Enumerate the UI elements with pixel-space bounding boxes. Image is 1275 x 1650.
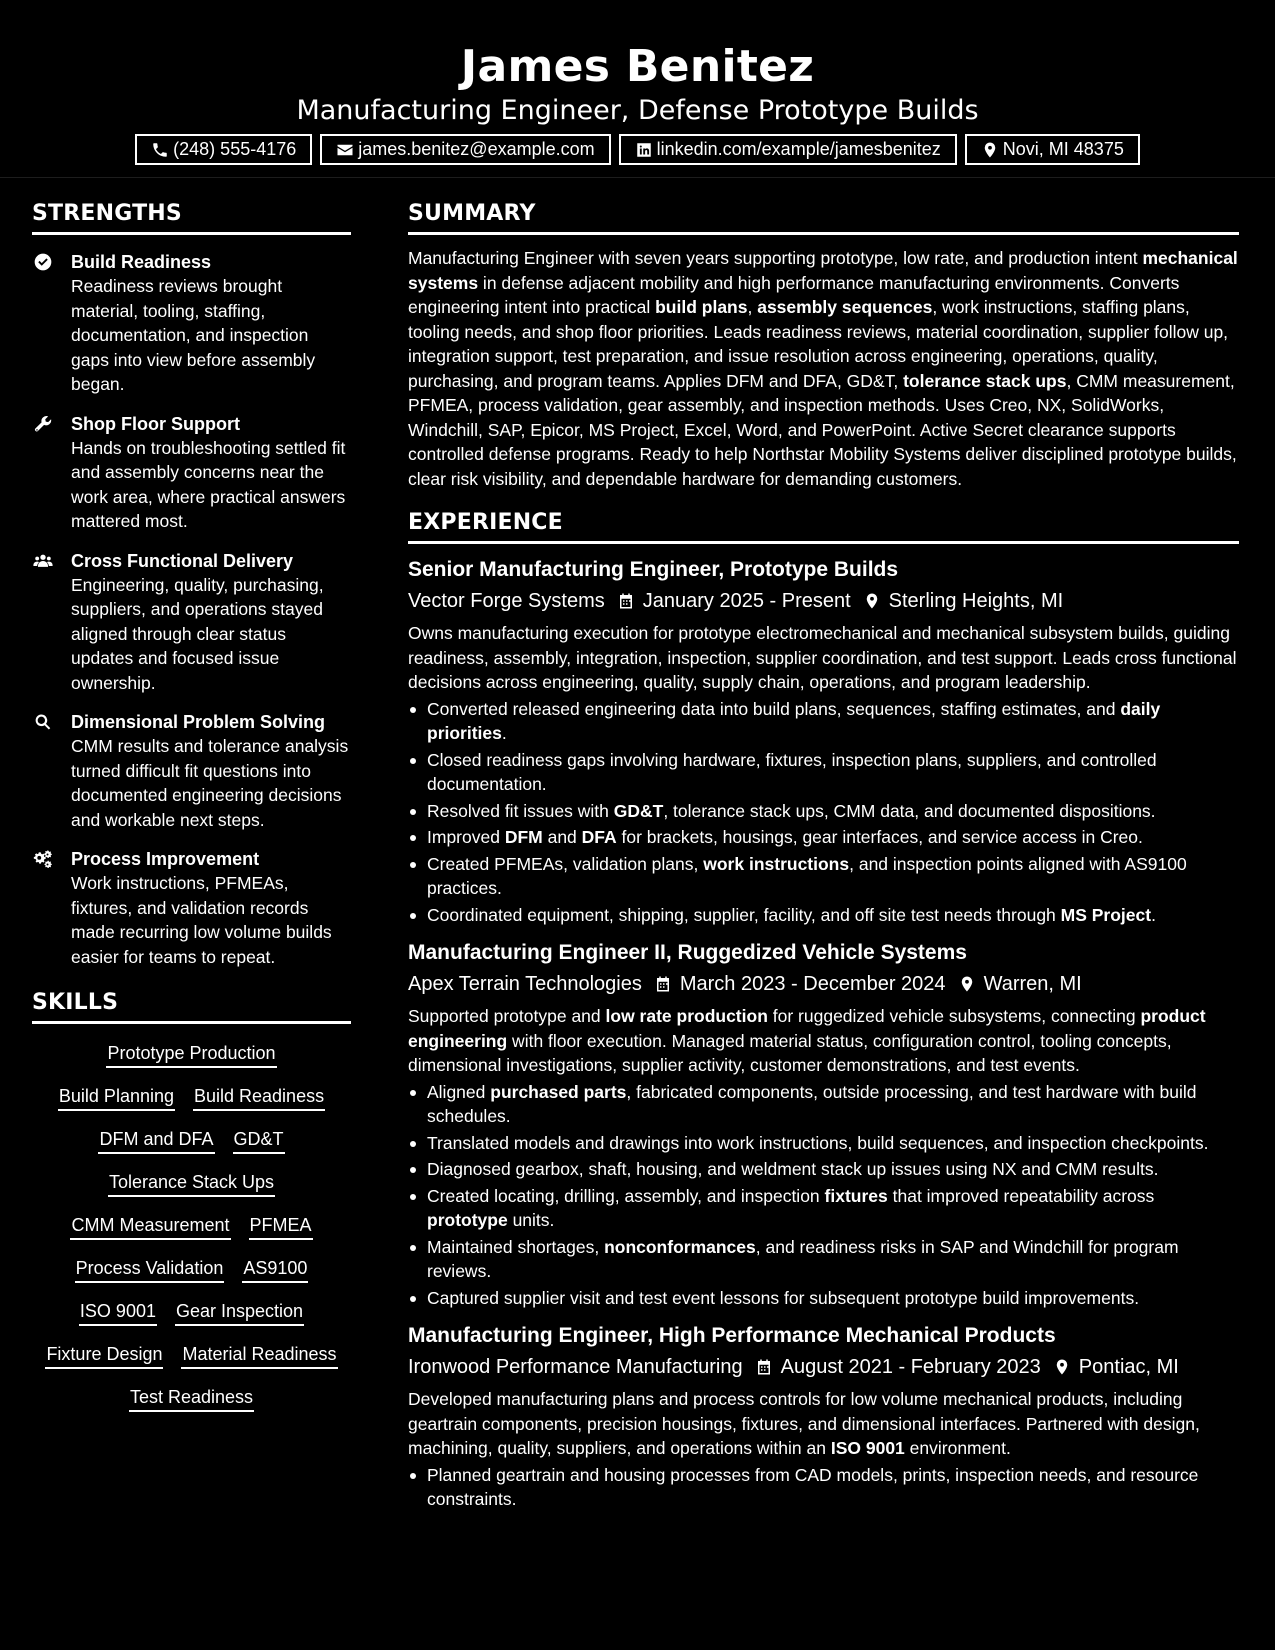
skill-tag: ISO 9001	[79, 1298, 157, 1326]
strength-desc: CMM results and tolerance analysis turned difficult fit questions into documented engineering decisions and workable next steps.	[71, 736, 349, 830]
skill-row	[38, 1341, 345, 1369]
job-entry	[408, 556, 1239, 927]
bold-keyword: low rate production	[605, 1006, 768, 1026]
text-segment: for brackets, housings, gear interfaces, and service access in Creo.	[616, 827, 1143, 847]
job-description	[408, 621, 1239, 695]
resume-header	[0, 0, 1275, 178]
experience-heading: EXPERIENCE	[408, 509, 1239, 544]
job-entry	[408, 1322, 1239, 1512]
job-bullet	[408, 1080, 1239, 1129]
skill-row	[38, 1169, 345, 1197]
job-location: Sterling Heights, MI	[888, 590, 1064, 612]
text-segment: , tolerance stack ups, CMM data, and documented dispositions.	[663, 800, 1156, 821]
job-title: Manufacturing Engineer II, Ruggedized Vehicle Systems	[408, 941, 967, 964]
contact-email[interactable]	[320, 134, 610, 165]
map-pin-icon	[863, 591, 881, 611]
contact-phone[interactable]	[135, 134, 312, 165]
bold-keyword: assembly sequences	[757, 297, 933, 317]
skill-tag: Fixture Design	[45, 1341, 163, 1369]
skill-tag: GD&T	[233, 1126, 285, 1154]
text-segment: Planned geartrain and housing processes from CAD models, prints, inspection needs, and resource constraints.	[427, 1464, 1199, 1509]
job-bullets	[408, 697, 1239, 928]
experience-list	[408, 556, 1239, 1512]
job-bullet	[408, 1131, 1239, 1156]
job-location: Warren, MI	[983, 973, 1082, 995]
contact-bar	[0, 134, 1275, 165]
job-bullet	[408, 748, 1239, 797]
bold-keyword: GD&T	[613, 800, 664, 821]
skill-tag: Build Readiness	[193, 1083, 325, 1111]
skill-row	[38, 1126, 345, 1154]
skill-row	[38, 1212, 345, 1240]
skill-tag: Tolerance Stack Ups	[108, 1169, 275, 1197]
skills-heading: SKILLS	[32, 989, 351, 1024]
bold-keyword: mechanical systems	[408, 248, 1238, 293]
skill-tag: DFM and DFA	[98, 1126, 214, 1154]
job-bullets	[408, 1080, 1239, 1311]
calendar-icon	[654, 974, 672, 994]
strength-name: Dimensional Problem Solving	[71, 712, 326, 732]
skill-row	[38, 1083, 345, 1111]
text-segment: environment.	[904, 1438, 1011, 1458]
job-entry	[408, 939, 1239, 1310]
job-bullet	[408, 1286, 1239, 1311]
strength-name: Shop Floor Support	[71, 413, 240, 434]
strength-name: Cross Functional Delivery	[71, 550, 294, 571]
map-pin-icon	[1053, 1357, 1071, 1377]
right-column	[408, 200, 1239, 1514]
text-segment: Improved	[427, 827, 505, 847]
contact-linkedin-text: linkedin.com/example/jamesbenitez	[656, 139, 941, 159]
strengths-heading: STRENGTHS	[32, 200, 351, 235]
text-segment: Developed manufacturing plans and process controls for low volume mechanical products, including geartrain components, precision housings, fixtures, and dimensional interfaces. Partnered with design, machining, quality, suppliers, and operations within an	[408, 1389, 1200, 1458]
job-meta	[408, 587, 1239, 615]
phone-icon	[151, 141, 169, 159]
cogs-icon	[32, 849, 54, 869]
text-segment: that improved repeatability across	[887, 1185, 1155, 1206]
job-bullet	[408, 799, 1239, 824]
skill-tag: Build Planning	[58, 1083, 175, 1111]
bold-keyword: fixtures	[824, 1185, 888, 1206]
bold-keyword: work instructions	[703, 853, 850, 874]
summary-text	[408, 246, 1239, 491]
skills-list	[32, 1040, 351, 1412]
text-segment: .	[501, 723, 507, 743]
skill-tag: Prototype Production	[106, 1040, 276, 1068]
strength-desc: Engineering, quality, purchasing, suppliers, and operations stayed aligned through clear status updates and focused issue ownership.	[71, 574, 324, 693]
text-segment: Resolved fit issues with	[427, 800, 614, 821]
contact-email-text: james.benitez@example.com	[358, 139, 595, 159]
calendar-icon	[755, 1357, 773, 1377]
job-company: Apex Terrain Technologies	[408, 973, 642, 995]
text-segment: , fabricated components, outside processing, and test hardware with build schedules.	[427, 1081, 1197, 1126]
check-circle-icon	[32, 252, 54, 272]
job-title: Manufacturing Engineer, High Performance Mechanical Products	[408, 1324, 1056, 1347]
skill-row	[38, 1384, 345, 1412]
candidate-title: Manufacturing Engineer, Defense Prototype Builds	[296, 95, 979, 126]
text-segment: , CMM measurement, PFMEA, process validation, gear assembly, and inspection methods. Uses Creo, NX, SolidWorks, Windchill, SAP, Epicor, MS Project, Excel, Word, and PowerPoint. Active Secret clearance supports controlled defense programs. Ready to help Northstar Mobility Systems deliver disciplined prototype builds, clear risk visibility, and dependable hardware for demanding customers.	[408, 370, 1237, 489]
skill-row	[38, 1255, 345, 1283]
bold-keyword: build plans	[655, 297, 748, 317]
strength-item	[32, 710, 351, 832]
search-icon	[32, 712, 54, 732]
job-bullet	[408, 1184, 1239, 1233]
bold-keyword: prototype	[427, 1210, 508, 1230]
bold-keyword: ISO 9001	[830, 1438, 905, 1458]
text-segment: ,	[747, 297, 758, 317]
bold-keyword: product engineering	[408, 1006, 1206, 1051]
skill-row	[38, 1298, 345, 1326]
job-title: Senior Manufacturing Engineer, Prototype Builds	[408, 558, 899, 581]
job-bullet	[408, 1157, 1239, 1182]
text-segment: .	[1151, 904, 1156, 925]
left-column	[32, 200, 351, 1412]
job-dates: January 2025 - Present	[642, 590, 851, 612]
text-segment: Maintained shortages,	[427, 1236, 605, 1257]
text-segment: units.	[507, 1210, 555, 1230]
job-description	[408, 1004, 1239, 1078]
map-pin-icon	[981, 141, 999, 159]
strength-desc: Readiness reviews brought material, tooling, staffing, documentation, and inspection gaps into view before assembly began.	[71, 276, 316, 394]
bold-keyword: tolerance stack ups	[903, 370, 1067, 391]
text-segment: Aligned	[427, 1081, 491, 1102]
strength-item	[32, 847, 351, 969]
strength-desc: Work instructions, PFMEAs, fixtures, and validation records made recurring low volume builds easier for teams to repeat.	[71, 873, 332, 967]
text-segment: for ruggedized vehicle subsystems, connecting	[767, 1006, 1141, 1026]
candidate-name: James Benitez	[460, 41, 815, 92]
text-segment: with floor execution. Managed material status, configuration control, tooling concepts, dimensional investigations, supplier activity, customer demonstrations, and test events.	[408, 1030, 1172, 1075]
bold-keyword: daily priorities	[427, 698, 1161, 743]
text-segment: Coordinated equipment, shipping, supplier, facility, and off site test needs through	[427, 904, 1061, 925]
strength-name: Build Readiness	[71, 252, 212, 272]
skill-tag: CMM Measurement	[70, 1212, 230, 1240]
contact-linkedin[interactable]	[619, 134, 957, 165]
skill-tag: PFMEA	[249, 1212, 313, 1240]
job-meta	[408, 970, 1239, 998]
envelope-icon	[336, 141, 354, 159]
linkedin-icon	[635, 141, 653, 159]
text-segment: Captured supplier visit and test event lessons for subsequent prototype build improvements.	[427, 1287, 1140, 1308]
calendar-icon	[617, 591, 635, 611]
job-bullet	[408, 1235, 1239, 1284]
job-bullet	[408, 852, 1239, 901]
contact-location	[965, 134, 1140, 165]
skill-tag: Gear Inspection	[175, 1298, 304, 1326]
text-segment: Diagnosed gearbox, shaft, housing, and weldment stack up issues using NX and CMM results.	[427, 1159, 1159, 1179]
strength-name: Process Improvement	[71, 849, 260, 869]
text-segment: Manufacturing Engineer with seven years supporting prototype, low rate, and production intent	[408, 248, 1143, 268]
bold-keyword: nonconformances	[604, 1236, 756, 1257]
text-segment: and	[542, 827, 582, 847]
text-segment: Created PFMEAs, validation plans,	[427, 853, 704, 874]
skill-tag: Test Readiness	[129, 1384, 254, 1412]
strength-item	[32, 549, 351, 696]
job-bullet	[408, 825, 1239, 850]
job-bullet	[408, 903, 1239, 928]
text-segment: Owns manufacturing execution for prototype electromechanical and mechanical subsystem builds, guiding readiness, assembly, integration, inspection, supplier coordination, and test support. Leads cross functional decisions across engineering, quality, supply chain, operations, and program leadership.	[408, 623, 1237, 692]
contact-phone-text: (248) 555-4176	[173, 139, 297, 159]
strength-item	[32, 412, 351, 534]
users-icon	[32, 551, 54, 571]
job-dates: August 2021 - February 2023	[780, 1356, 1041, 1378]
bold-keyword: DFA	[581, 827, 617, 847]
skill-tag: Process Validation	[75, 1255, 225, 1283]
text-segment: , and inspection points aligned with AS9100 practices.	[427, 853, 1187, 898]
text-segment: Closed readiness gaps involving hardware, fixtures, inspection plans, suppliers, and controlled documentation.	[427, 749, 1157, 794]
text-segment: , and readiness risks in SAP and Windchill for program reviews.	[427, 1236, 1179, 1281]
job-bullet	[408, 1463, 1239, 1512]
job-description	[408, 1387, 1239, 1461]
job-bullets	[408, 1463, 1239, 1512]
text-segment: Supported prototype and	[408, 1006, 606, 1026]
text-segment: Translated models and drawings into work instructions, build sequences, and inspection checkpoints.	[427, 1132, 1209, 1153]
job-bullet	[408, 697, 1239, 746]
bold-keyword: purchased parts	[490, 1081, 627, 1102]
text-segment: Converted released engineering data into build plans, sequences, staffing estimates, and	[427, 698, 1121, 719]
job-company: Ironwood Performance Manufacturing	[408, 1356, 743, 1378]
job-dates: March 2023 - December 2024	[679, 973, 946, 995]
text-segment: Created locating, drilling, assembly, and inspection	[427, 1185, 825, 1206]
bold-keyword: DFM	[504, 827, 543, 847]
wrench-icon	[32, 414, 54, 434]
job-meta	[408, 1353, 1239, 1381]
skill-row	[38, 1040, 345, 1068]
job-company: Vector Forge Systems	[408, 590, 605, 612]
text-segment: in defense adjacent mobility and high performance manufacturing environments. Converts engineering intent into practical	[408, 272, 1180, 317]
contact-location-text: Novi, MI 48375	[1002, 139, 1124, 159]
skill-tag: Material Readiness	[181, 1341, 337, 1369]
summary-heading: SUMMARY	[408, 200, 1239, 235]
skill-tag: AS9100	[242, 1255, 308, 1283]
strength-desc: Hands on troubleshooting settled fit and assembly concerns near the work area, where practical answers mattered most.	[71, 437, 346, 531]
text-segment: , work instructions, staffing plans, tooling needs, and shop floor priorities. Leads readiness reviews, material coordination, supplier follow up, integration support, test preparation, and issue resolution across engineering, operations, quality, purchasing, and program teams. Applies DFM and DFA, GD&T,	[408, 297, 1229, 391]
map-pin-icon	[958, 974, 976, 994]
bold-keyword: MS Project	[1060, 904, 1152, 925]
strength-item	[32, 250, 351, 397]
job-location: Pontiac, MI	[1078, 1356, 1179, 1378]
